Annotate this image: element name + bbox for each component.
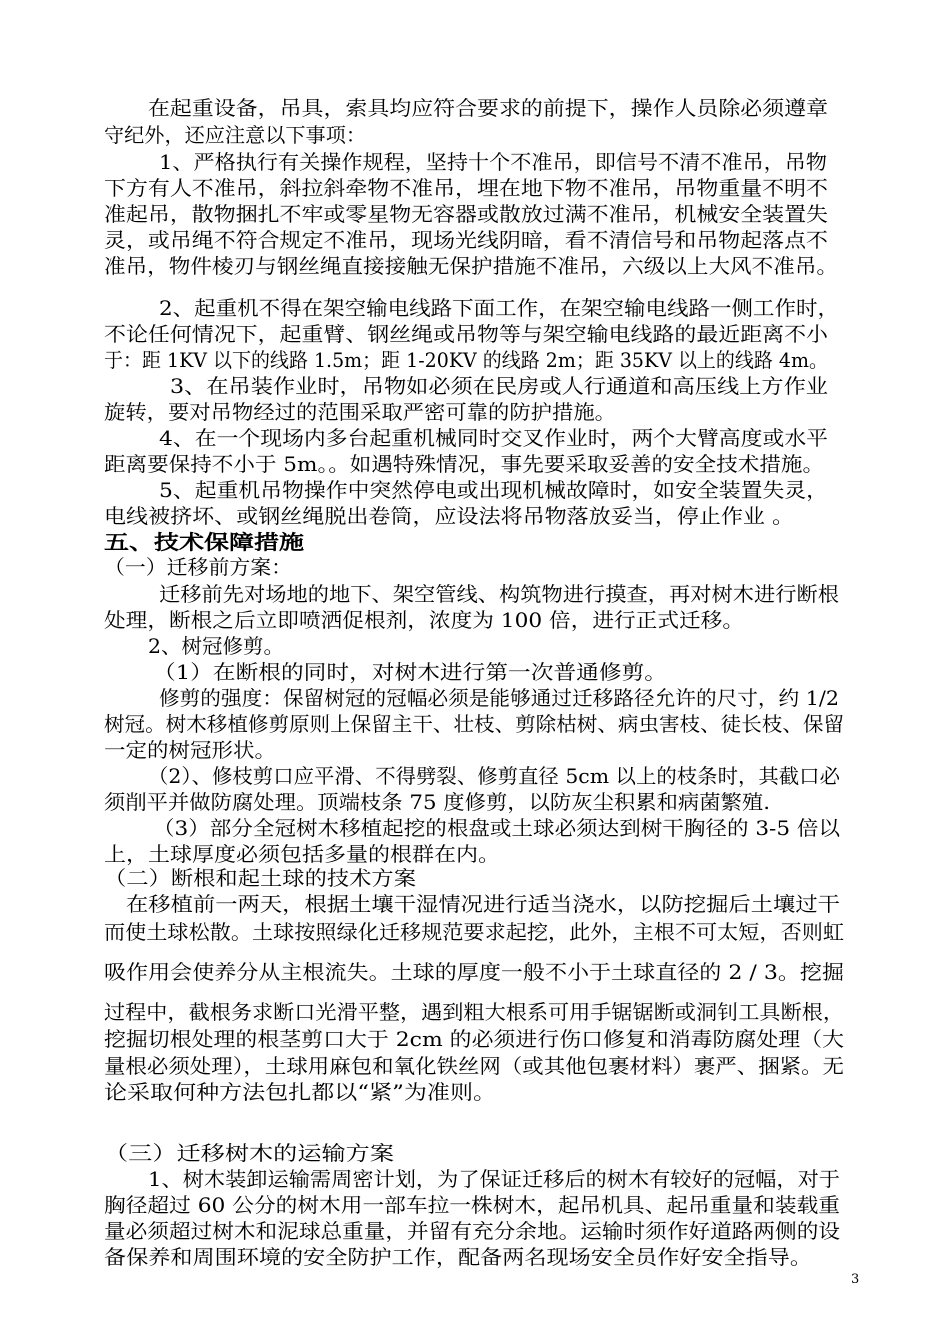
text-line: 备保养和周围环境的安全防护工作，配备两名现场安全员作好安全指导。: [104, 1245, 812, 1269]
text-line: 处理，断根之后立即喷洒促根剂，浓度为 100 倍，进行正式迁移。: [104, 608, 744, 632]
text-line: 一定的树冠形状。: [104, 738, 276, 762]
text-line: 不论任何情况下，起重臂、钢丝绳或吊物等与架空输电线路的最近距离不小: [104, 322, 828, 346]
text-line: 吸作用会使养分从主根流失。土球的厚度一般不小于土球直径的 2 / 3。挖掘: [104, 960, 844, 984]
text-line: 论采取何种方法包扎都以“紧”为准则。: [104, 1080, 496, 1104]
text-line: 量根必须处理），土球用麻包和氧化铁丝网（或其他包裹材料）裹严、捆紧。无: [104, 1054, 844, 1078]
text-line: 迁移前先对场地的地下、架空管线、构筑物进行摸查，再对树木进行断根: [159, 582, 839, 606]
text-line: 1、严格执行有关操作规程，坚持十个不准吊，即信号不清不准吊，吊物: [159, 150, 827, 174]
text-line: 挖掘切根处理的根茎剪口大于 2cm 的必须进行伤口修复和消毒防腐处理（大: [104, 1027, 844, 1051]
subsection-heading: （一）迁移前方案：: [104, 555, 292, 579]
text-line: 2、起重机不得在架空输电线路下面工作，在架空输电线路一侧工作时，: [159, 296, 839, 320]
subsection-heading: （三）迁移树木的运输方案: [104, 1141, 394, 1165]
text-line: 于：距 1KV 以下的线路 1.5m；距 1-20KV 的线路 2m；距 35KV 以上的线路 4m。: [104, 348, 828, 372]
text-line: 在移植前一两天，根据土壤干湿情况进行适当浇水，以防挖掘后土壤过干: [126, 892, 840, 916]
text-line: 须削平并做防腐处理。顶端枝条 75 度修剪，以防灰尘积累和病菌繁殖.: [104, 790, 770, 814]
text-line: 1、树木装卸运输需周密计划，为了保证迁移后的树木有较好的冠幅，对于: [148, 1167, 840, 1191]
text-line: 树冠。树木移植修剪原则上保留主干、壮枝、剪除枯树、病虫害枝、徒长枝、保留: [104, 712, 844, 736]
text-line: 4、在一个现场内多台起重机械同时交叉作业时，两个大臂高度或水平: [159, 426, 828, 450]
text-line: 距离要保持不小于 5m。。如遇特殊情况，事先要采取妥善的安全技术措施。: [104, 452, 824, 476]
text-line: 灵，或吊绳不符合规定不准吊，现场光线阴暗，看不清信号和吊物起落点不: [104, 228, 828, 252]
text-line: （2）、修枝剪口应平滑、不得劈裂、修剪直径 5cm 以上的枝条时，其截口必: [148, 764, 840, 788]
text-line: 在起重设备，吊具，索具均应符合要求的前提下，操作人员除必须遵章: [148, 96, 828, 120]
text-line: （3）部分全冠树木移植起挖的根盘或土球必须达到树干胸径的 3-5 倍以: [153, 816, 840, 840]
text-line: 上，土球厚度必须包括多量的根群在内。: [104, 842, 500, 866]
text-line: 准吊，物件棱刃与钢丝绳直接接触无保护措施不准吊，六级以上大风不准吊。: [104, 254, 838, 278]
text-line: 下方有人不准吊，斜拉斜牵物不准吊，埋在地下物不准吊，吊物重量不明不: [104, 176, 828, 200]
text-line: 守纪外，还应注意以下事项：: [104, 123, 366, 147]
section-heading: 五、技术保障措施: [104, 530, 304, 554]
text-line: 量必须超过树木和泥球总重量，并留有充分余地。运输时须作好道路两侧的设: [104, 1219, 841, 1243]
subsection-heading: （二）断根和起土球的技术方案: [104, 866, 416, 890]
text-line: 5、起重机吊物操作中突然停电或出现机械故障时，如安全装置失灵，: [159, 478, 828, 502]
page-number: 3: [851, 1272, 860, 1287]
text-line: （1）在断根的同时，对树木进行第一次普通修剪。: [153, 660, 667, 684]
text-line: 3、在吊装作业时，吊物如必须在民房或人行通道和高压线上方作业: [170, 374, 828, 398]
text-line: 电线被挤坏、或钢丝绳脱出卷筒，应设法将吊物落放妥当，停止作业 。: [104, 504, 794, 528]
text-line: 过程中，截根务求断口光滑平整，遇到粗大根系可用手锯锯断或洞钊工具断根，: [104, 1000, 844, 1024]
text-line: 2、树冠修剪。: [148, 634, 284, 658]
text-line: 旋转，要对吊物经过的范围采取严密可靠的防护措施。: [104, 400, 616, 424]
text-line: 准起吊，散物捆扎不牢或零星物无容器或散放过满不准吊，机械安全装置失: [104, 202, 828, 226]
text-line: 而使土球松散。土球按照绿化迁移规范要求起挖，此外，主根不可太短，否则虹: [104, 920, 844, 944]
text-line: 胸径超过 60 公分的树木用一部车拉一株树木，起吊机具、起吊重量和装载重: [104, 1193, 840, 1217]
text-line: 修剪的强度：保留树冠的冠幅必须是能够通过迁移路径允许的尺寸，约 1/2: [159, 686, 839, 710]
